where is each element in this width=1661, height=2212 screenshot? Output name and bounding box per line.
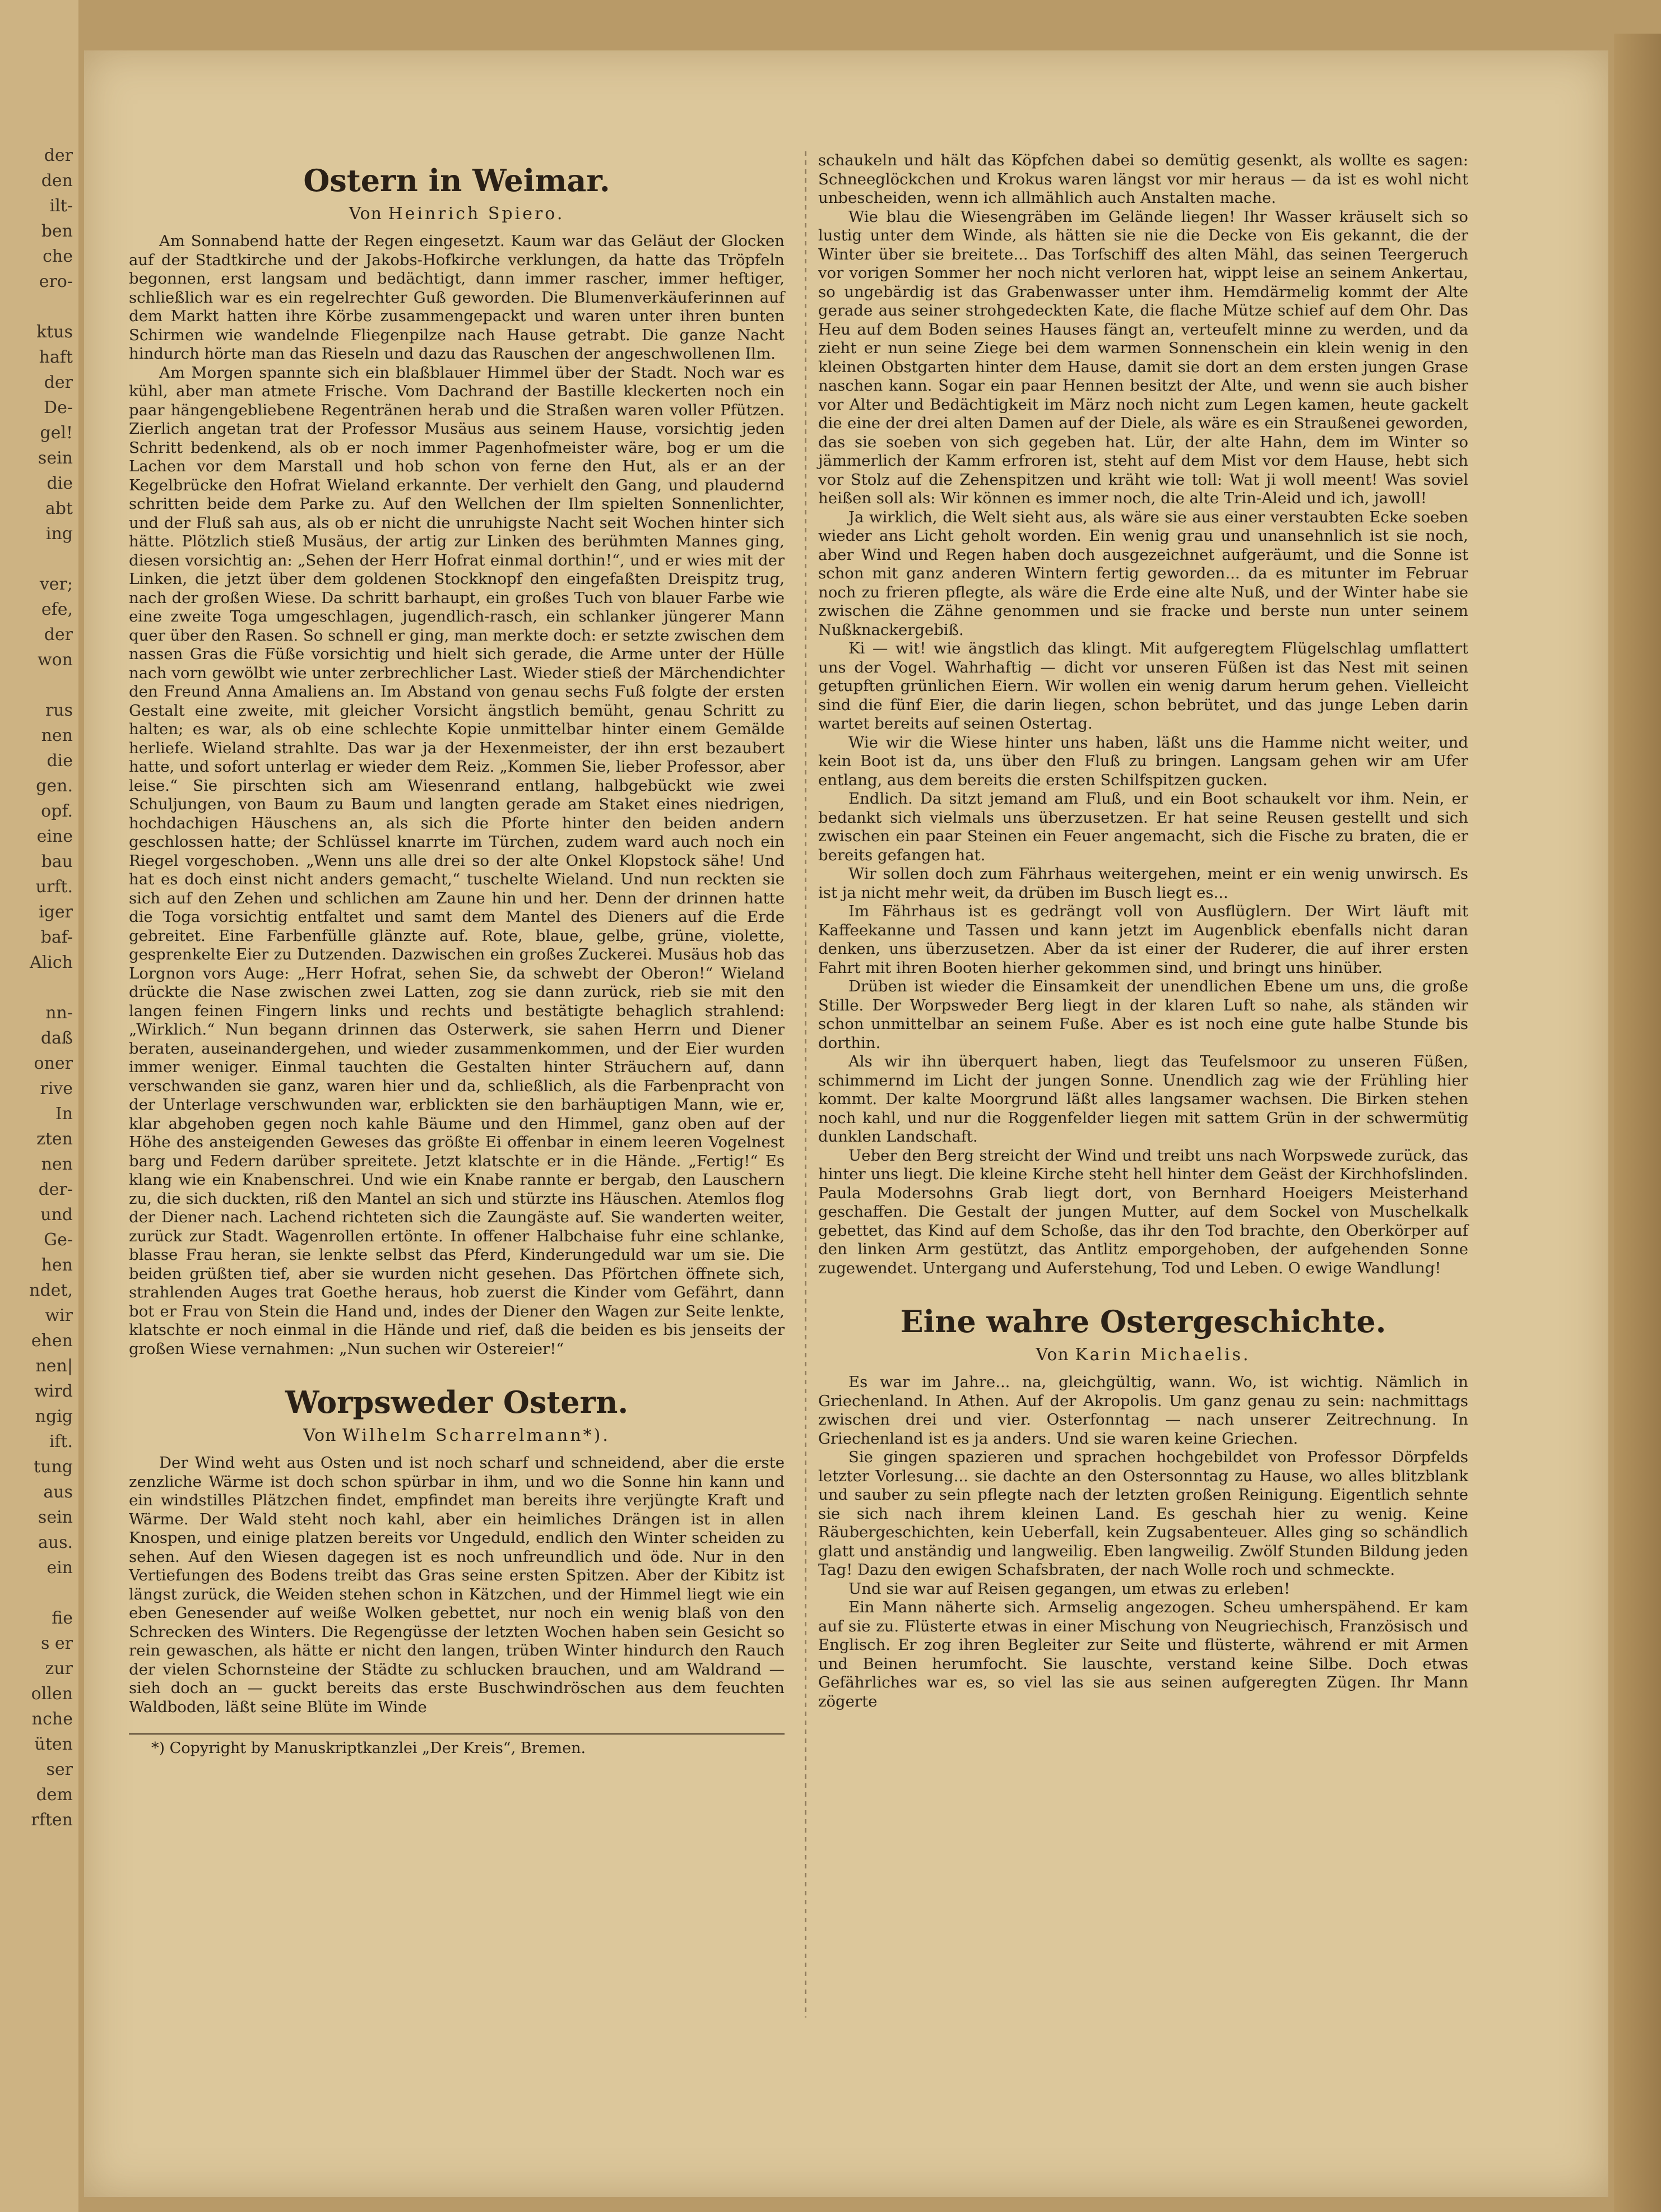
adjacent-text-fragment: dem [36, 1785, 73, 1805]
adjacent-text-fragment: nche [31, 1709, 73, 1729]
article-title-ostern-in-weimar: Ostern in Weimar. [303, 163, 610, 198]
adjacent-text-fragment: rus [45, 701, 73, 720]
adjacent-text-fragment: opf. [41, 801, 73, 821]
page-edge [1614, 34, 1661, 2212]
byline-prefix: Von [349, 204, 382, 224]
adjacent-text-fragment: aus [43, 1482, 73, 1502]
adjacent-text-fragment: bau [41, 852, 73, 871]
adjacent-text-fragment: gen. [36, 776, 73, 796]
adjacent-text-fragment: iger [39, 902, 73, 922]
adjacent-text-fragment [0, 673, 78, 698]
adjacent-text-fragment [0, 546, 78, 572]
adjacent-text-fragment: rften [31, 1810, 73, 1830]
article-paragraph: Wie blau die Wiesengräben im Gelände liegen! Ihr Wasser kräuselt sich so lustig unter dem Winde, als hätten sie nie die Decke von Eis gekannt, die der Winter über sie breitete... Das Torfschiff des alten Mähl, das seinen Teergeruch vor vorigen Sommer her noch nicht verloren hat, wippt leise an seinem Ankertau, so ungebärdig ist das Grabenwasser unter ihm. Hemdärmelig kommt der Alte gerade aus seiner strohgedeckten Kate, die flache Mütze schief auf dem Ohr. Das Heu auf dem Boden seines Hauses fängt an, verteufelt minne zu werden, und da zieht er nun seine Ziege bei dem warmen Sonnenschein ein klein wenig in den kleinen Obstgarten hinter dem Hause, damit sie dort an dem ersten jungen Grase naschen kann. Sogar ein paar Hennen besitzt der Alte, und wenn sie auch bisher vor Alter und Bedächtigkeit im März noch nicht zum Legen kamen, heute gackelt die eine der drei alten Damen auf der Diele, als wäre es ein Straußenei geworden, das sie soeben von sich gegeben hat. Lür, der alte Hahn, dem im Winter so jämmerlich der Kamm erfroren ist, steht auf dem Mist vor dem Hause, hebt sich vor Stolz auf die Zehenspitzen und kräht wie toll: Wat ji woll meent! Was soviel heißen soll als: Wir können es immer noch, die alte Trin-Aleid und ich, jawoll! [818, 207, 1468, 507]
article-paragraph: Am Morgen spannte sich ein blaßblauer Himmel über der Stadt. Noch war es kühl, aber man atmete Frische. Vom Dachrand der Bastille kleckerten noch ein paar hängengebliebene Regentränen herab und die Straßen waren voller Pfützen. Zierlich angetan trat der Professor Musäus aus seinem Hause, vorsichtig jeden Schritt bedenkend, als ob er noch immer Pagenhofmeister wäre, bog er um die Lachen vor dem Marstall und hob schon von ferne den Hut, als er an der Kegelbrücke den Hofrat Wieland erkannte. Der verhielt den Gang, und plaudernd schritten beide dem Parke zu. Auf den Wellchen der Ilm spielten Sonnenlichter, und der Fluß sah aus, als ob er nicht die unruhigste Nacht seit Wochen hinter sich hätte. Plötzlich stieß Musäus, der artig zur Linken des berühmten Mannes ging, diesen vorsichtig an: „Sehen der Herr Hofrat einmal dorthin!“, und er wies mit der Linken, die jetzt über dem goldenen Stockknopf den eingefaßten Dreispitz trug, nach der großen Wiese. Da schritt barhaupt, ein großes Tuch von blauer Farbe wie eine zweite Toga umgeschlagen, jugendlich-rasch, ein schlanker jüngerer Mann quer über den Rasen. So schnell er ging, man merkte doch: er setzte zwischen dem nassen Gras die Füße vorsichtig und hielt sich gerade, die Arme unter der Hülle nach vorn gewölbt wie unter zerbrechlicher Last. Wieder stieß der Märchendichter den Freund Anna Amaliens an. Im Abstand von genau sechs Fuß folgte der ersten Gestalt eine zweite, mit gleicher Vorsicht ängstlich bemüht, genau Schritt zu halten; es war, als ob eine schlechte Kopie unmittelbar hinter einem Gemälde herliefe. Wieland strahlte. Das war ja der Hexenmeister, der ihn erst bezaubert hatte, und sofort unterlag er wieder dem Reiz. „Kommen Sie, lieber Professor, aber leise.“ Sie pirschten sich am Wiesenrand entlang, halbgebückt wie zwei Schuljungen, von Baum zu Baum und langten gerade am Staket eines niedrigen, hochdachigen Häuschens an, als sich die Pforte hinter den beiden andern geschlossen hatte; der Schlüssel knarrte im Türchen, zudem ward auch noch ein Riegel vorgeschoben. „Wenn uns alle drei so der alte Onkel Klopstock sähe! Und hat es doch einst nicht anders gemacht,“ tuschelte Wieland. Und nun reckten sie sich auf den Zehen und schlichen am Zaune hin und her. Denn der drinnen hatte die Toga vorsichtig entfaltet und samt dem Mantel des Dieners auf die Erde gebreitet. Eine Farbenfülle glänzte auf. Rote, blaue, gelbe, grüne, violette, gesprenkelte Eier zu Dutzenden. Dazwischen ein großes Zuckerei. Musäus hob das Lorgnon vors Auge: „Herr Hofrat, sehen Sie, da schwebt der Oberon!“ Wieland drückte die Nase zwischen zwei Latten, zog sie dann zurück, rieb sie mit den langen feinen Fingern links und rechts und bestätigte behaglich strahlend: „Wirklich.“ Nun begann drinnen das Osterwerk, sie sahen Herrn und Diener beraten, auseinandergehen, und wieder zusammenkommen, und der Eier wurden immer weniger. Einmal tauchten die Gestalten hinter Sträuchern auf, dann verschwanden sie ganz, waren hier und da, schließlich, als die Farbenpracht von der Unterlage verschwunden war, erblickten sie den barhäuptigen Mann, wie er, klar abgehoben gegen noch kahle Bäume und den Himmel, ganz oben auf der Höhe des ansteigenden Geweses das größte Ei offenbar in einem leeren Vogelnest barg und Federn darüber spreitete. Jetzt klatschte er in die Hände. „Fertig!“ Es klang wie ein Knabenschrei. Und wie ein Knabe rannte er bergab, den Lauschern zu, die sich duckten, riß den Mantel an sich und stürzte ins Häuschen. Atemlos flog der Diener nach. Lachend richteten sich die Zaungäste auf. Sie wanderten weiter, zurück zur Stadt. Wagenrollen ertönte. In offener Halbchaise fuhr eine schlanke, blasse Frau heran, sie lenkte selbst das Pferd, Kinderungeduld war um sie. Die beiden grüßten tief, aber sie wurden nicht gesehen. Das Pförtchen öffnete sich, strahlenden Auges trat Goethe heraus, hob zuerst die Kinder vom Gefährt, dann bot er Frau von Stein die Hand und, indes der Diener den Wagen zur Seite lenkte, klatschte er noch einmal in die Hände und rief, daß die beiden es bis jenseits der großen Wiese vernahmen: „Nun suchen wir Ostereier!“ [129, 363, 785, 1358]
adjacent-text-fragment: hen [41, 1255, 73, 1275]
adjacent-page-strip [0, 0, 78, 2212]
right-column [818, 151, 1468, 1711]
byline-prefix: Von [1036, 1345, 1069, 1365]
adjacent-text-fragment: efe, [41, 600, 73, 619]
adjacent-text-fragment: nen| [35, 1356, 73, 1376]
adjacent-text-fragment: sein [38, 448, 73, 468]
adjacent-text-fragment: der [44, 625, 73, 644]
adjacent-text-fragment: die [47, 474, 73, 493]
adjacent-text-fragment: ndet, [29, 1281, 73, 1300]
adjacent-text-fragment: wir [45, 1306, 73, 1325]
article-byline [129, 1425, 785, 1447]
adjacent-text-fragment: fie [52, 1608, 73, 1628]
article-byline [129, 203, 785, 225]
adjacent-text-fragment: ehen [31, 1331, 73, 1351]
adjacent-text-fragment: ben [41, 221, 73, 241]
adjacent-text-fragment: s er [40, 1634, 73, 1653]
article-paragraph: Und sie war auf Reisen gegangen, um etwas zu erleben! [848, 1579, 1290, 1598]
adjacent-text-fragment: zten [36, 1129, 73, 1149]
author-name: Karin Michaelis. [1075, 1345, 1251, 1365]
article-paragraph: Es war im Jahre... na, gleichgültig, wann. Wo, ist wichtig. Nämlich in Griechenland. In Athen. Auf der Akropolis. Um ganz genau zu sein: nachmittags zwischen drei und vier. Osterfonntag — nach unserer Zeitrechnung. In Griechenland ist es ja anders. Und sie waren keine Griechen. [818, 1373, 1468, 1448]
article-paragraph: Ja wirklich, die Welt sieht aus, als wäre sie aus einer verstaubten Ecke soeben wieder ans Licht geholt worden. Ein wenig grau und unansehnlich ist sie noch, aber Wind und Regen haben doch ausgezeichnet aufgeräumt, und die Sonne ist schon mit ganz anderen Wintern fertig geworden... da es mitunter im Februar noch zu frieren pflegte, als wäre die Erde eine alte Nuß, und der Winter habe sie zwischen die Zähne genommen und sie fracke und berste nun unter seinem Nußknackergebiß. [818, 508, 1468, 639]
author-name: Wilhelm Scharrelmann*). [342, 1426, 610, 1445]
adjacent-text-fragment: die [47, 751, 73, 771]
left-column [129, 151, 785, 1758]
adjacent-text-fragment: abt [45, 499, 73, 518]
adjacent-text-fragment: tung [34, 1457, 73, 1477]
adjacent-text-fragment: zur [45, 1659, 73, 1678]
adjacent-text-fragment: Ge- [44, 1230, 73, 1250]
adjacent-text-fragment: ilt- [49, 196, 73, 216]
adjacent-text-fragment: nen [41, 1154, 73, 1174]
footnote: *) Copyright by Manuskriptkanzlei „Der Kreis“, Bremen. [129, 1733, 785, 1758]
adjacent-text-fragment: und [40, 1205, 73, 1225]
adjacent-text-fragment: ser [46, 1760, 73, 1779]
column-divider [805, 151, 806, 2018]
adjacent-text-fragment [0, 1580, 78, 1606]
article-paragraph: Am Sonnabend hatte der Regen eingesetzt. Kaum war das Geläut der Glocken auf der Stadtkirche und der Jakobs-Hofkirche verklungen, da hatte das Tröpfeln begonnen, erst langsam und bedächtigt, dann immer rascher, immer heftiger, schließlich war es ein regelrechter Guß geworden. Die Blumenverkäuferinnen auf dem Markt hatten ihre Körbe zusammengepackt und waren unter ihren bunten Schirmen wie wandelnde Fliegenpilze nach Hause getrabt. Die ganze Nacht hindurch hörte man das Rieseln und dazu das Rauschen der angeschwollenen Ilm. [129, 232, 785, 363]
article-paragraph: Endlich. Da sitzt jemand am Fluß, und ein Boot schaukelt vor ihm. Nein, er bedankt sich vielmals uns überzusetzen. Er hat seine Reusen gestellt und sich zwischen ein paar Steinen ein Feuer angemacht, sich die Fische zu braten, die er bereits gefangen hat. [818, 790, 1468, 864]
article-paragraph: Ein Mann näherte sich. Armselig angezogen. Scheu umherspähend. Er kam auf sie zu. Flüsterte etwas in einer Mischung von Neugriechisch, Französisch und Englisch. Er zog ihren Begleiter zur Seite und flüsterte, während er mit Armen und Beinen herumfocht. Sie lauschte, verstand keine Silbe. Doch etwas Gefährliches war es, so viel las sie aus seinen aufgeregten Zügen. Ihr Mann zögerte [818, 1598, 1468, 1710]
article-paragraph: Als wir ihn überquert haben, liegt das Teufelsmoor zu unseren Füßen, schimmernd im Licht der jungen Sonne. Unendlich zag wie der Frühling hier kommt. Der kalte Moorgrund läßt alles langsamer wachsen. Die Birken stehen noch kahl, und nur die Roggenfelder liegen mit sattem Grün in der schwermütig dunklen Landschaft. [818, 1052, 1468, 1146]
adjacent-text-fragment: won [37, 650, 73, 670]
adjacent-text-fragment: der- [38, 1180, 73, 1199]
adjacent-text-fragment: daß [40, 1028, 73, 1048]
adjacent-text-fragment: haft [39, 347, 73, 367]
adjacent-text-fragment: urft. [35, 877, 73, 897]
adjacent-text-fragment [0, 294, 78, 319]
author-name: Heinrich Spiero. [388, 204, 565, 224]
adjacent-text-fragment: nn- [45, 1003, 73, 1023]
adjacent-text-fragment: ero- [39, 272, 73, 291]
adjacent-text-fragment: baf- [40, 928, 73, 947]
adjacent-text-fragment: ktus [36, 322, 73, 342]
adjacent-text-fragment: gel! [40, 423, 73, 443]
adjacent-text-fragment: sein [38, 1508, 73, 1527]
adjacent-text-fragment: der [44, 146, 73, 165]
adjacent-text-fragment: wird [34, 1381, 73, 1401]
article-title-eine-wahre-ostergeschichte: Eine wahre Ostergeschichte. [900, 1304, 1386, 1339]
adjacent-text-fragment: ift. [49, 1432, 73, 1452]
adjacent-text-fragment: ver; [39, 574, 73, 594]
adjacent-text-fragment: rive [40, 1079, 73, 1098]
byline-prefix: Von [303, 1426, 337, 1445]
adjacent-text-fragment: üten [34, 1735, 73, 1754]
adjacent-text-fragment: nen [41, 726, 73, 745]
adjacent-text-fragment: ollen [31, 1684, 73, 1704]
article-paragraph: Wie wir die Wiese hinter uns haben, läßt uns die Hamme nicht weiter, und kein Boot ist da, uns über den Fluß zu bringen. Langsam gehen wir am Ufer entlang, aus dem bereits die ersten Schilfspitzen gucken. [818, 733, 1468, 789]
article-paragraph: Drüben ist wieder die Einsamkeit der unendlichen Ebene um uns, die große Stille. Der Worpsweder Berg liegt in der klaren Luft so nahe, als ständen wir schon unmittelbar an seinem Fuße. Aber es ist noch eine gute halbe Stunde bis dorthin. [818, 977, 1468, 1052]
article-paragraph: Im Fährhaus ist es gedrängt voll von Ausflüglern. Der Wirt läuft mit Kaffeekanne und Tassen und kann jetzt im Augenblick ebenfalls nicht daran denken, uns überzusetzen. Aber da ist einer der Ruderer, die auf ihrer ersten Fahrt mit ihren Booten hierher gekommen sind, und bringt uns hinüber. [818, 902, 1468, 977]
adjacent-text-fragment: eine [36, 827, 73, 846]
adjacent-text-fragment: Alich [30, 953, 73, 972]
adjacent-text-fragment: der [44, 373, 73, 392]
adjacent-text-fragment: ngig [35, 1407, 73, 1426]
adjacent-text-fragment: den [41, 171, 73, 191]
article-paragraph: schaukeln und hält das Köpfchen dabei so demütig gesenkt, als wollte es sagen: Schneeglöckchen und Krokus waren längst vor mir heraus — da ist es wohl nicht unbescheiden, wenn ich allmählich auch Anstalten mache. [818, 151, 1468, 207]
adjacent-text-fragment: De- [44, 398, 73, 418]
adjacent-text-fragment: In [55, 1104, 73, 1124]
adjacent-text-fragment: oner [34, 1054, 73, 1073]
article-title-worpsweder-ostern: Worpsweder Ostern. [285, 1384, 629, 1420]
adjacent-text-fragment: ein [47, 1558, 73, 1578]
adjacent-text-fragment: aus. [38, 1533, 73, 1552]
article-byline [818, 1344, 1468, 1366]
adjacent-text-fragment: ing [45, 524, 73, 544]
adjacent-text-fragment: che [43, 247, 73, 266]
article-paragraph: Sie gingen spazieren und sprachen hochgebildet von Professor Dörpfelds letzter Vorlesung... sie dachte an den Ostersonntag zu Hause, wo alles blitzblank und sauber zu sein pflegte nach der letzten großen Reinigung. Eigentlich sehnte sie sich nach ihrem kleinen Land. Es geschah hier zu wenig. Keine Räubergeschichten, kein Ueberfall, kein Zugsabenteuer. Alles ging so schändlich glatt und anständig und langweilig. Eben langweilig. Zwölf Stunden Bildung jeden Tag! Dazu den ewigen Schafsbraten, der nach Wolle roch und schmeckte. [818, 1448, 1468, 1579]
adjacent-text-fragment [0, 975, 78, 1000]
article-paragraph: Wir sollen doch zum Fährhaus weitergehen, meint er ein wenig unwirsch. Es ist ja nicht mehr weit, da drüben im Busch liegt es... [818, 865, 1468, 902]
article-paragraph: Ki — wit! wie ängstlich das klingt. Mit aufgeregtem Flügelschlag umflattert uns der Vogel. Wahrhaftig — dicht vor unseren Füßen ist das Nest mit seinen getupften grünlichen Eiern. Wir wollen ein wenig darum herum gehen. Vielleicht sind die fünf Eier, die darin liegen, schon bebrütet, und das junge Leben darin wartet bereits auf seinen Ostertag. [818, 639, 1468, 732]
article-paragraph: Der Wind weht aus Osten und ist noch scharf und schneidend, aber die erste zenzliche Wärme ist doch schon spürbar in ihm, und wo die Sonne hin kann und ein windstilles Plätzchen findet, empfindet man bereits ihre verjüngte Kraft und Wärme. Der Wald steht noch kahl, aber ein heimliches Drängen ist in allen Knospen, und einige platzen bereits vor Ungeduld, endlich den Winter scheiden zu sehen. Auf den Wiesen dagegen ist es noch unfreundlich und öde. Nur in den Vertiefungen des Bodens treibt das Gras seine ersten Spitzen. Aber der Kibitz ist längst zurück, die Weiden stehen schon in Kätzchen, und der Himmel liegt wie ein eben Genesender auf weiße Wolken gebettet, nur noch ein wenig blaß von den Schrecken des Winters. Die Regengüsse der letzten Wochen haben sein Gesicht so rein gewaschen, als hätte er nicht den langen, trüben Winter hindurch den Rauch der vielen Schornsteine der Städte zu schlucken brauchen, und am Waldrand — sieh doch an — guckt bereits das erste Buschwindröschen aus dem feuchten Waldboden, läßt seine Blüte im Winde [129, 1454, 785, 1716]
adjacent-page-text [0, 143, 78, 1833]
article-paragraph: Ueber den Berg streicht der Wind und treibt uns nach Worpswede zurück, das hinter uns liegt. Die kleine Kirche steht hell hinter dem Geäst der Kirchhofslinden. Paula Modersohns Grab liegt dort, von Bernhard Hoeigers Meisterhand geschaffen. Die Gestalt der jungen Mutter, auf dem Sockel von Muschelkalk gebettet, das Kind auf dem Schoße, das ihr den Tod brachte, den Oberkörper auf den linken Arm gestützt, das Antlitz emporgehoben, der aufgehenden Sonne zugewendet. Untergang und Auferstehung, Tod und Leben. O ewige Wandlung! [818, 1146, 1468, 1277]
